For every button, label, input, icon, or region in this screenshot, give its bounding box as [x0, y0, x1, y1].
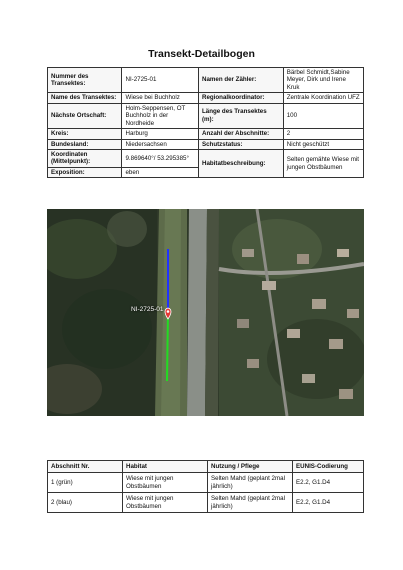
- info-row: [48, 139, 364, 149]
- info-value: NI-2725-01: [122, 68, 199, 93]
- info-value: Harburg: [122, 129, 199, 139]
- table-row: [48, 473, 364, 493]
- info-value: Wiese bei Buchholz: [122, 93, 199, 103]
- coordinates-value: 9.869640°/ 53.295385°: [122, 149, 199, 167]
- map-marker-label: NI-2725-01: [131, 306, 164, 313]
- info-label: Kreis:: [48, 129, 122, 139]
- section-usage: Selten Mahd (geplant 2mal jährlich): [208, 493, 293, 513]
- exposition-label: Exposition:: [48, 167, 122, 177]
- info-row: [48, 103, 364, 128]
- exposition-value: eben: [122, 167, 199, 177]
- sections-table: [47, 460, 364, 513]
- section-eunis: E2.2, G1.D4: [293, 493, 364, 513]
- info-value: Niedersachsen: [122, 139, 199, 149]
- info-label: Länge des Transektes (m):: [198, 103, 283, 128]
- info-label: Bundesland:: [48, 139, 122, 149]
- habitat-label: Habitatbeschreibung:: [198, 149, 283, 177]
- satellite-map: [47, 209, 364, 416]
- info-row: [48, 68, 364, 93]
- info-label: Schutzstatus:: [198, 139, 283, 149]
- section-eunis: E2.2, G1.D4: [293, 473, 364, 493]
- info-value: 100: [283, 103, 363, 128]
- habitat-value: Selten gemähte Wiese mit jungen Obstbäumen: [283, 149, 363, 177]
- transect-info-table: [47, 67, 364, 178]
- coordinates-label: Koordinaten (Mittelpunkt):: [48, 149, 122, 167]
- table-row: [48, 493, 364, 513]
- info-row: [48, 149, 364, 167]
- section-habitat: Wiese mit jungen Obstbäumen: [123, 493, 208, 513]
- column-header: EUNIS-Codierung: [293, 461, 364, 473]
- info-value: Holm-Seppensen, OT Buchholz in der Nordheide: [122, 103, 199, 128]
- column-header: Abschnitt Nr.: [48, 461, 123, 473]
- info-label: Nächste Ortschaft:: [48, 103, 122, 128]
- transect-section-1-line: [167, 310, 168, 381]
- section-usage: Selten Mahd (geplant 2mal jährlich): [208, 473, 293, 493]
- info-label: Nummer des Transektes:: [48, 68, 122, 93]
- column-header: Nutzung / Pflege: [208, 461, 293, 473]
- info-value: Zentrale Koordination UFZ: [283, 93, 363, 103]
- column-header: Habitat: [123, 461, 208, 473]
- info-label: Namen der Zähler:: [198, 68, 283, 93]
- info-row: [48, 93, 364, 103]
- info-label: Name des Transektes:: [48, 93, 122, 103]
- section-habitat: Wiese mit jungen Obstbäumen: [123, 473, 208, 493]
- page-title: Transekt-Detailbogen: [148, 48, 255, 60]
- sections-header-row: [48, 461, 364, 473]
- info-label: Regionalkoordinator:: [198, 93, 283, 103]
- section-number: 2 (blau): [48, 493, 123, 513]
- info-value: Bärbel Schmidt,Sabine Meyer, Dirk und Irene Kruk: [283, 68, 363, 93]
- info-value: Nicht geschützt: [283, 139, 363, 149]
- info-value: 2: [283, 129, 363, 139]
- info-row: [48, 129, 364, 139]
- info-label: Anzahl der Abschnitte:: [198, 129, 283, 139]
- section-number: 1 (grün): [48, 473, 123, 493]
- map-image: [47, 209, 364, 416]
